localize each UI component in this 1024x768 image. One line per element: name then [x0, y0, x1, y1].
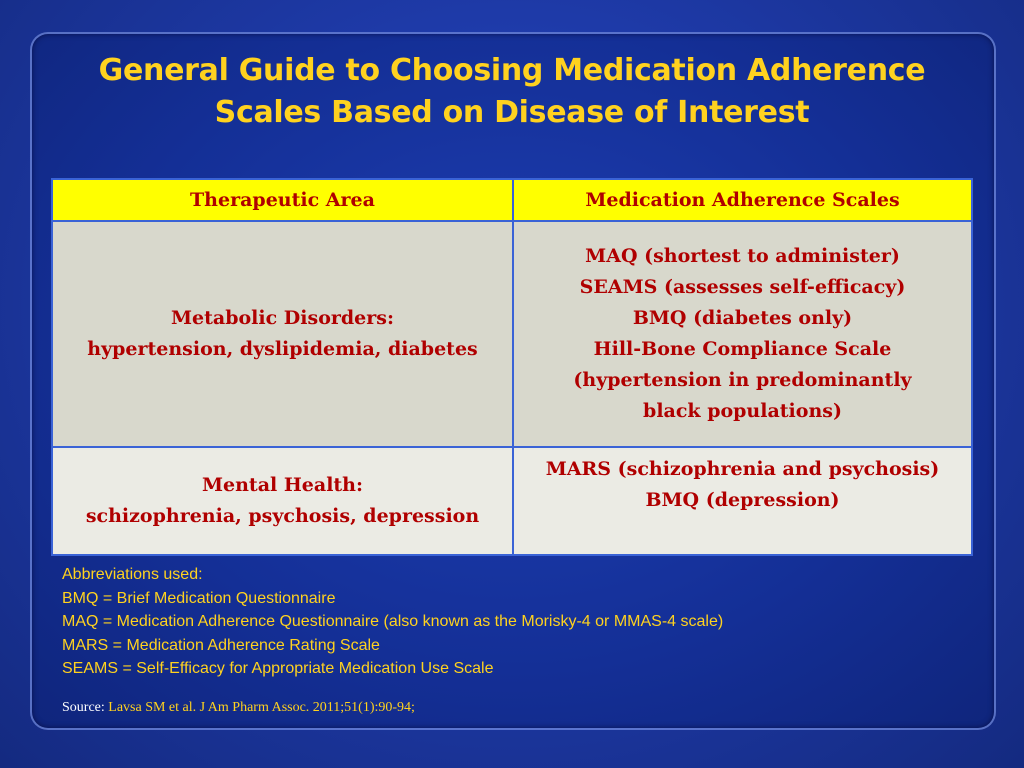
abbreviation-item: SEAMS = Self-Efficacy for Appropriate Medication Use Scale: [62, 660, 494, 677]
header-adherence-scales: Medication Adherence Scales: [513, 179, 972, 221]
scale-line: BMQ (depression): [645, 489, 840, 511]
adherence-scales-table: [51, 178, 973, 556]
source-reference: Lavsa SM et al. J Am Pharm Assoc. 2011;51(1):90-94;: [108, 700, 415, 715]
scale-line: black populations): [643, 400, 842, 422]
scale-line: SEAMS (assesses self-efficacy): [579, 276, 906, 298]
table-row: [52, 447, 972, 555]
title-line-1: General Guide to Choosing Medication Adherence: [98, 53, 926, 88]
abbreviation-item: MAQ = Medication Adherence Questionnaire (also known as the Morisky-4 or MMAS-4 scale): [62, 613, 724, 630]
slide-title: [40, 50, 984, 134]
scale-line: BMQ (diabetes only): [632, 307, 853, 329]
therapeutic-area-cell: [52, 447, 513, 555]
area-conditions: schizophrenia, psychosis, depression: [85, 505, 480, 527]
adherence-scales-cell: [513, 221, 972, 447]
scale-line: MAQ (shortest to administer): [585, 245, 900, 267]
abbreviation-item: MARS = Medication Adherence Rating Scale: [62, 636, 380, 654]
table-row: [52, 221, 972, 447]
header-therapeutic-area: Therapeutic Area: [52, 179, 513, 221]
abbreviations-heading: Abbreviations used:: [62, 566, 203, 583]
adherence-scales-cell: [513, 447, 972, 555]
scale-line: MARS (schizophrenia and psychosis): [545, 458, 940, 480]
source-citation: [62, 700, 415, 716]
therapeutic-area-cell: [52, 221, 513, 447]
abbreviations-block: [62, 563, 962, 681]
source-label: Source:: [62, 700, 105, 715]
abbreviation-item: BMQ = Brief Medication Questionnaire: [62, 589, 336, 607]
table-header-row: [52, 179, 972, 221]
area-conditions: hypertension, dyslipidemia, diabetes: [87, 338, 478, 360]
title-line-2: Scales Based on Disease of Interest: [214, 95, 810, 130]
area-heading: Mental Health:: [201, 474, 364, 496]
scale-line: Hill-Bone Compliance Scale: [593, 338, 892, 360]
scale-line: (hypertension in predominantly: [573, 369, 912, 391]
area-heading: Metabolic Disorders:: [171, 307, 394, 329]
